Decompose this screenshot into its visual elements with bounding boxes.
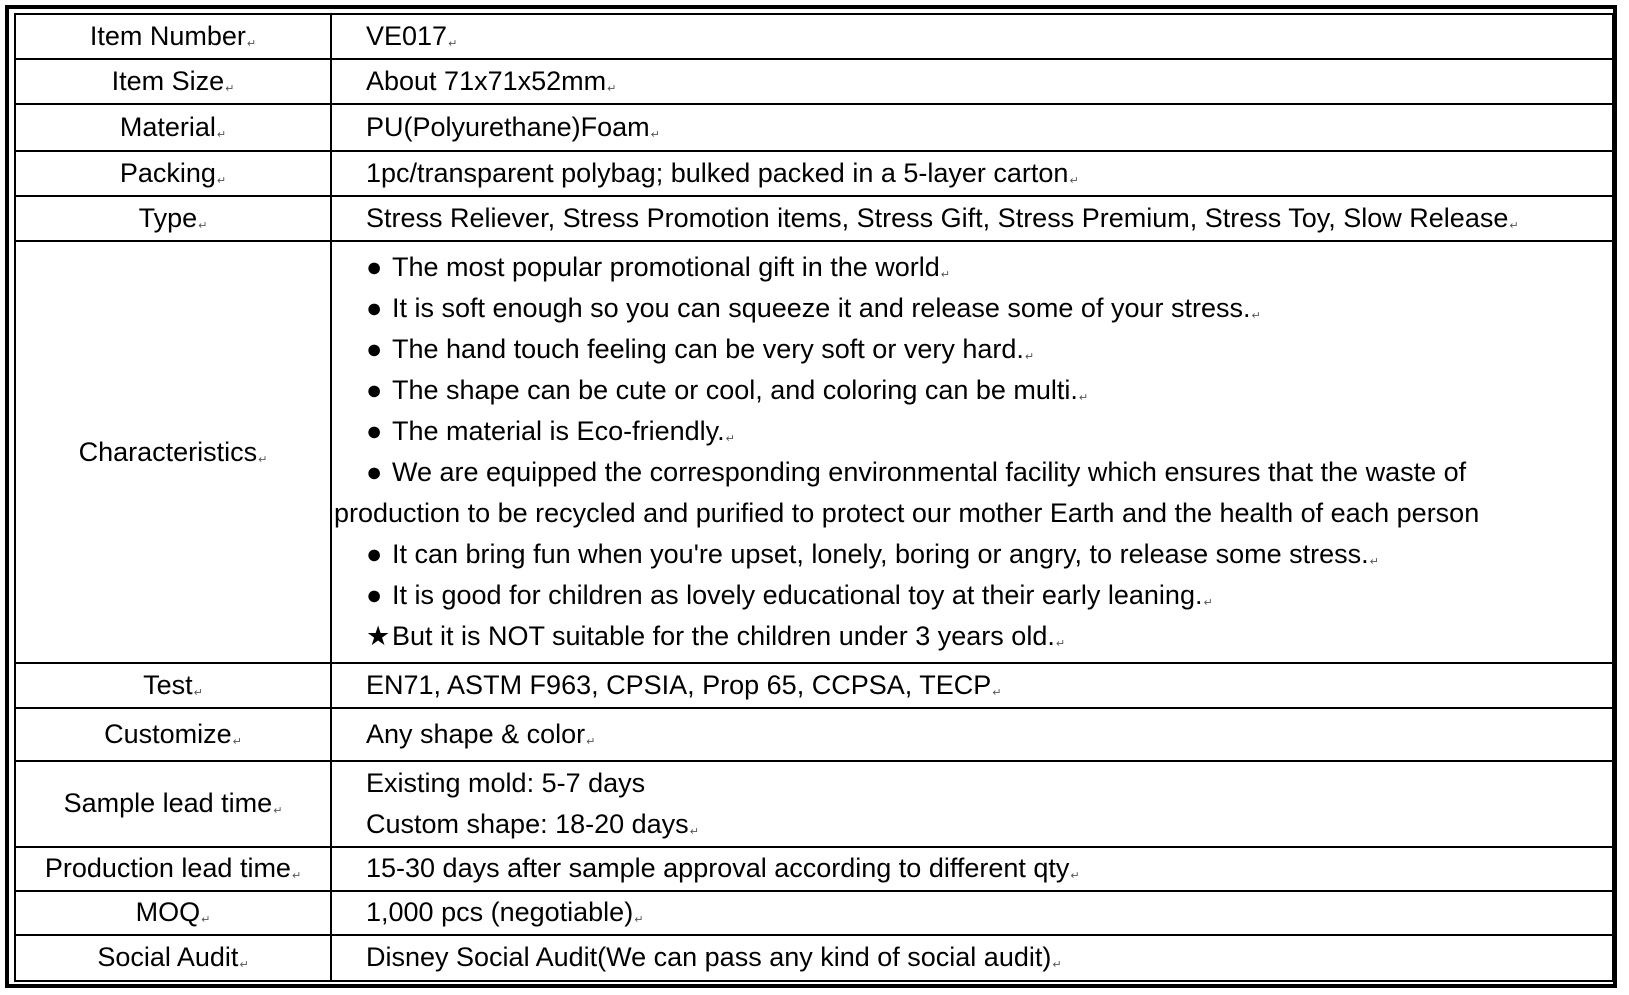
row-moq xyxy=(15,891,1613,935)
paragraph-mark-icon: ↵ xyxy=(1070,870,1080,883)
paragraph-mark-icon: ↵ xyxy=(258,453,268,466)
label-text: Social Audit xyxy=(97,942,239,973)
label-text: Production lead time xyxy=(44,853,291,884)
bullet-icon: ● xyxy=(366,457,383,488)
bullet-icon: ● xyxy=(366,416,383,447)
row-label xyxy=(15,241,331,663)
paragraph-mark-icon: ↵ xyxy=(1369,556,1379,569)
list-item-text: It is soft enough so you can squeeze it and release some of your stress. xyxy=(392,293,1251,324)
bullet-icon: ● xyxy=(366,375,383,406)
paragraph-mark-icon: ↵ xyxy=(586,736,596,749)
row-value xyxy=(331,663,1613,708)
list-item xyxy=(332,575,1612,616)
value-text: Custom shape: 18-20 days xyxy=(366,808,689,839)
value-text: PU(Polyurethane)Foam xyxy=(366,112,650,143)
bullet-icon: ● xyxy=(366,580,383,611)
label-text: Type xyxy=(138,203,198,234)
paragraph-mark-icon: ↵ xyxy=(216,129,227,142)
row-item-number xyxy=(15,14,1613,59)
paragraph-mark-icon: ↵ xyxy=(225,83,235,96)
row-value xyxy=(331,14,1613,59)
list-item xyxy=(332,411,1612,452)
row-packing xyxy=(15,151,1613,196)
row-label xyxy=(15,104,331,151)
row-value xyxy=(331,196,1613,241)
paragraph-mark-icon: ↵ xyxy=(291,870,302,883)
row-label xyxy=(15,663,331,708)
paragraph-mark-icon: ↵ xyxy=(940,269,950,282)
value-text: About 71x71x52mm xyxy=(366,66,607,97)
paragraph-mark-icon: ↵ xyxy=(1024,351,1035,364)
value-text: 1,000 pcs (negotiable) xyxy=(366,897,634,928)
list-item-text: The most popular promotional gift in the world xyxy=(392,252,940,283)
paragraph-mark-icon: ↵ xyxy=(239,959,249,972)
row-value xyxy=(331,708,1613,760)
list-item xyxy=(332,452,1612,493)
paragraph-mark-icon: ↵ xyxy=(1078,392,1089,405)
paragraph-mark-icon: ↵ xyxy=(1509,220,1519,233)
paragraph-mark-icon: ↵ xyxy=(273,805,283,818)
row-production-lead-time xyxy=(15,847,1613,891)
paragraph-mark-icon: ↵ xyxy=(607,83,617,96)
list-item-text: production to be recycled and purified to protect our mother Earth and the health of each person xyxy=(334,498,1480,529)
paragraph-mark-icon: ↵ xyxy=(634,914,644,927)
bullet-icon: ● xyxy=(366,252,383,283)
list-item-text: But it is NOT suitable for the children under 3 years old. xyxy=(392,621,1055,652)
list-item-text: We are equipped the corresponding environmental facility which ensures that the waste of xyxy=(392,457,1467,488)
paragraph-mark-icon: ↵ xyxy=(992,687,1002,700)
value-text: Stress Reliever, Stress Promotion items, Stress Gift, Stress Premium, Stress Toy, Slow Release xyxy=(366,203,1509,234)
bullet-icon: ● xyxy=(366,334,383,365)
list-item xyxy=(332,534,1612,575)
row-label xyxy=(15,708,331,760)
row-item-size xyxy=(15,59,1613,104)
label-text: Sample lead time xyxy=(63,788,273,819)
paragraph-mark-icon: ↵ xyxy=(246,38,257,50)
label-text: Customize xyxy=(104,719,232,750)
row-label xyxy=(15,14,331,59)
list-item xyxy=(332,247,1612,288)
list-item-text: It is good for children as lovely educational toy at their early leaning. xyxy=(392,580,1203,611)
paragraph-mark-icon: ↵ xyxy=(1055,638,1066,651)
row-label xyxy=(15,935,331,981)
list-item xyxy=(332,616,1612,657)
value-text: VE017 xyxy=(366,21,448,51)
value-text: 1pc/transparent polybag; bulked packed in a 5-layer carton xyxy=(366,158,1069,189)
value-text: EN71, ASTM F963, CPSIA, Prop 65, CCPSA, TECP xyxy=(366,670,992,701)
paragraph-mark-icon: ↵ xyxy=(689,825,699,838)
row-label xyxy=(15,847,331,891)
list-item xyxy=(332,288,1612,329)
row-characteristics xyxy=(15,241,1613,663)
list-item-text: The hand touch feeling can be very soft or very hard. xyxy=(392,334,1024,365)
row-label xyxy=(15,151,331,196)
row-value xyxy=(331,59,1613,104)
label-text: Test xyxy=(143,670,193,701)
row-value xyxy=(331,104,1613,151)
label-text: Item Size xyxy=(111,66,225,97)
value-text: Disney Social Audit(We can pass any kind of social audit) xyxy=(366,942,1052,973)
paragraph-mark-icon: ↵ xyxy=(201,914,211,927)
paragraph-mark-icon: ↵ xyxy=(216,175,227,188)
row-sample-lead-time xyxy=(15,761,1613,847)
list-item-text: The shape can be cute or cool, and coloring can be multi. xyxy=(392,375,1078,406)
star-icon: ★ xyxy=(366,621,391,652)
value-text: Existing mold: 5-7 days xyxy=(366,767,646,798)
bullet-icon: ● xyxy=(366,539,383,570)
list-item-continuation xyxy=(332,493,1612,534)
row-label xyxy=(15,59,331,104)
row-value xyxy=(331,935,1613,981)
paragraph-mark-icon: ↵ xyxy=(198,220,208,233)
row-social-audit xyxy=(15,935,1613,981)
row-value xyxy=(331,151,1613,196)
paragraph-mark-icon: ↵ xyxy=(725,433,735,446)
paragraph-mark-icon: ↵ xyxy=(650,129,660,142)
row-value xyxy=(331,761,1613,847)
paragraph-mark-icon: ↵ xyxy=(1052,959,1062,972)
row-customize xyxy=(15,708,1613,760)
list-item xyxy=(332,329,1612,370)
list-item-text: It can bring fun when you're upset, lonely, boring or angry, to release some stress. xyxy=(392,539,1369,570)
row-label xyxy=(15,196,331,241)
product-spec-table xyxy=(14,13,1614,982)
value-text: 15-30 days after sample approval according to different qty xyxy=(366,853,1070,884)
paragraph-mark-icon: ↵ xyxy=(1069,175,1079,188)
row-test xyxy=(15,663,1613,708)
row-value xyxy=(331,891,1613,935)
label-text: Item Number xyxy=(89,21,246,51)
paragraph-mark-icon: ↵ xyxy=(232,736,242,749)
list-item xyxy=(332,370,1612,411)
characteristics-list xyxy=(331,241,1613,663)
row-label xyxy=(15,891,331,935)
list-item-text: The material is Eco-friendly. xyxy=(392,416,725,447)
paragraph-mark-icon: ↵ xyxy=(1251,310,1261,323)
value-line xyxy=(366,804,1612,845)
bullet-icon: ● xyxy=(366,293,383,324)
value-line xyxy=(366,763,1612,804)
paragraph-mark-icon: ↵ xyxy=(448,38,458,50)
paragraph-mark-icon: ↵ xyxy=(193,687,203,700)
label-text: Characteristics xyxy=(78,436,258,467)
label-text: Material xyxy=(119,112,216,143)
row-type xyxy=(15,196,1613,241)
row-material xyxy=(15,104,1613,151)
label-text: Packing xyxy=(119,158,216,189)
label-text: MOQ xyxy=(135,897,201,928)
row-label xyxy=(15,761,331,847)
paragraph-mark-icon: ↵ xyxy=(1203,597,1213,610)
value-text: Any shape & color xyxy=(366,719,586,750)
row-value xyxy=(331,847,1613,891)
